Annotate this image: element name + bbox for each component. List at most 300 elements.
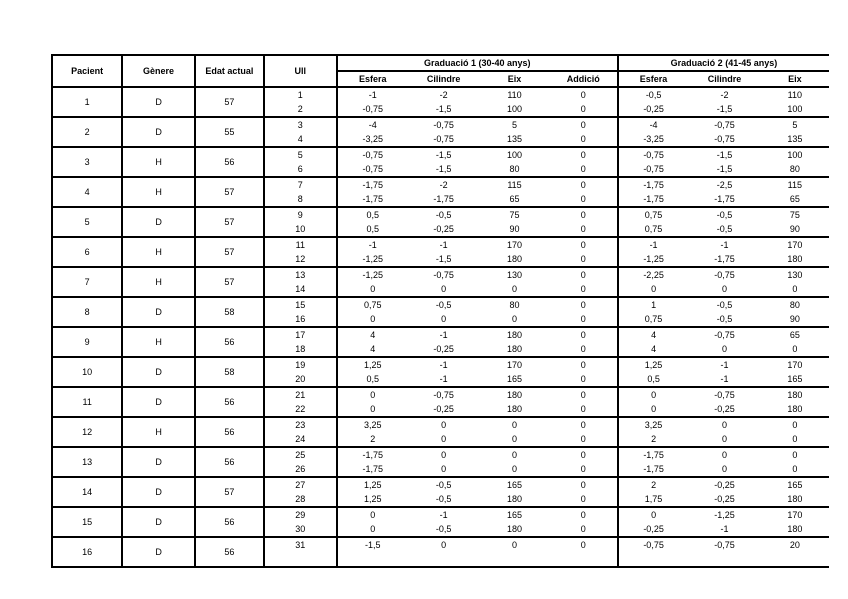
cell-genere: H [122,267,194,297]
table-viewport [51,54,848,557]
table-row [52,237,829,252]
cell-ull: 24 [264,432,336,447]
cell-g2-esfera: -0,75 [618,162,688,177]
cell-g2-eix: 130 [787,269,803,280]
cell-ull: 1 [264,87,336,102]
cell-ull: 3 [264,117,336,132]
cell-ull: 25 [264,447,336,462]
cell-g2-cilindre: -0,5 [716,299,733,310]
cell-g1-eix: 180 [479,492,549,507]
cell-g1-esfera: 2 [337,432,408,447]
cell-g2-esfera: 0,75 [618,312,688,327]
cell-g1-esfera: -1,5 [337,537,408,552]
cell-g2-esfera: -1 [618,237,688,252]
subheader-g2-eix: Eix [761,71,829,87]
cell-ull: 6 [264,162,336,177]
cell-g1-cilindre: -1,5 [435,149,452,160]
cell-pacient: 15 [52,507,122,537]
subheader-g1-eix: Eix [479,71,549,87]
cell-g1-esfera: 0 [337,282,408,297]
cell-g2-cilindre: -0,25 [714,479,735,490]
cell-g1-cilindre: -1,5 [408,162,479,177]
cell-g2-cilindre: -1,75 [688,252,760,267]
cell-pacient: 3 [52,147,122,177]
cell-ull: 4 [264,132,336,147]
cell-g1-addicio: 0 [580,479,586,490]
cell-g1-eix: 180 [479,342,549,357]
cell-ull: 14 [264,282,336,297]
table-row [52,267,829,282]
cell-g1-cilindre: 0 [408,432,479,447]
cell-g2-cilindre: -0,5 [688,312,760,327]
cell-g2-eix: 180 [761,402,829,417]
cell-g2-esfera: -0,5 [618,87,688,102]
table-row [52,477,829,492]
cell-g1-addicio: 0 [550,342,618,357]
cell-g1-addicio: 0 [550,192,618,207]
cell-g1-eix: 90 [479,222,549,237]
cell-g1-eix: 110 [507,89,522,100]
cell-ull: 17 [264,327,336,342]
cell-pacient: 4 [52,177,122,207]
cell-pacient: 11 [52,387,122,417]
cell-g2-eix: 180 [761,522,829,537]
cell-g1-esfera: -1,25 [337,252,408,267]
cell-g1-cilindre: -1 [439,509,448,520]
cell-g2-eix: 0 [792,449,798,460]
cell-g1-addicio: 0 [580,299,586,310]
cell-ull: 10 [264,222,336,237]
cell-g1-cilindre: -1 [408,372,479,387]
table-row [52,507,829,522]
cell-g1-esfera: -1,75 [337,192,408,207]
cell-g2-cilindre: 0 [688,342,760,357]
cell-g1-eix: 180 [507,389,523,400]
cell-g2-cilindre: -1,25 [714,509,735,520]
table-row [52,387,829,402]
cell-g2-eix: 135 [761,132,829,147]
cell-g2-cilindre: -1,5 [688,162,760,177]
cell-g1-eix: 180 [479,252,549,267]
cell-ull: 28 [264,492,336,507]
cell-g1-cilindre: -1 [439,239,448,250]
cell-g2-eix: 100 [787,149,803,160]
cell-g1-addicio: 0 [580,539,586,550]
header-group-1: Graduació 1 (30-40 anys) [337,55,618,71]
cell-g2-esfera: -0,75 [618,537,688,552]
table-header [52,55,829,87]
cell-g2-esfera: 0 [618,387,688,402]
cell-g1-cilindre: -0,5 [408,522,479,537]
cell-g1-cilindre: -1,75 [408,192,479,207]
cell-g1-esfera: 0,5 [337,207,408,222]
header-edat: Edat actual [195,55,264,87]
subheader-g1-esfera: Esfera [337,71,408,87]
cell-g2-esfera: -1,75 [618,177,688,192]
cell-genere: H [122,417,194,447]
cell-genere: D [122,537,194,567]
cell-g1-eix: 0 [479,462,549,477]
cell-g1-esfera: 0 [337,312,408,327]
subheader-g1-cilindre: Cilindre [408,71,479,87]
cell-g2-esfera: -0,75 [618,147,688,162]
cell-g1-eix: 165 [507,509,523,520]
table-row [52,147,829,162]
cell-edat: 57 [195,207,264,237]
cell-g2-eix: 65 [789,329,800,340]
cell-g2-cilindre: 0 [688,282,760,297]
cell-g1-addicio: 0 [580,149,586,160]
cell-g2-eix: 20 [789,539,800,550]
cell-g1-addicio: 0 [580,449,586,460]
cell-g1-cilindre: 0 [408,282,479,297]
cell-g2-cilindre: -0,25 [688,492,760,507]
cell-g2-esfera: 1,75 [618,492,688,507]
cell-pacient: 14 [52,477,122,507]
cell-g2-eix: 80 [761,162,829,177]
cell-g2-cilindre: -0,5 [688,222,760,237]
cell-g1-cilindre: -1,5 [408,252,479,267]
cell-genere: D [122,357,194,387]
cell-g1-cilindre: -0,25 [408,342,479,357]
cell-g2-eix: 65 [761,192,829,207]
cell-g2-cilindre: -0,75 [714,329,735,340]
cell-g2-esfera: 0 [618,282,688,297]
cell-g1-eix: 180 [507,329,523,340]
cell-ull [264,552,336,567]
cell-g1-addicio: 0 [550,222,618,237]
cell-g1-esfera: 1,25 [337,477,408,492]
header-genere: Gènere [122,55,194,87]
cell-g2-eix: 180 [761,252,829,267]
cell-g1-eix: 165 [479,372,549,387]
subheader-g1-addicio: Addició [550,71,618,87]
cell-g2-esfera: -1,75 [618,462,688,477]
cell-g1-eix [479,552,549,567]
cell-g2-cilindre: -0,75 [714,269,735,280]
cell-g1-eix: 80 [509,299,520,310]
cell-g1-eix: 0 [512,539,518,550]
cell-g2-eix: 180 [761,492,829,507]
cell-g2-eix: 80 [789,299,800,310]
cell-g1-cilindre: -0,75 [408,132,479,147]
cell-g1-addicio: 0 [550,492,618,507]
cell-g1-eix: 75 [509,209,520,220]
cell-edat: 57 [195,477,264,507]
cell-g1-addicio: 0 [550,102,618,117]
cell-genere: D [122,297,194,327]
cell-g1-addicio: 0 [550,402,618,417]
cell-g1-eix: 0 [479,432,549,447]
cell-g1-cilindre: 0 [408,462,479,477]
cell-g1-addicio: 0 [580,179,586,190]
cell-g2-cilindre: -1,5 [688,102,760,117]
cell-g2-cilindre: -0,75 [714,119,735,130]
cell-g1-cilindre: -1,5 [408,102,479,117]
cell-g2-eix: 0 [761,282,829,297]
cell-edat: 56 [195,507,264,537]
cell-g1-esfera [337,552,408,567]
cell-ull: 9 [264,207,336,222]
cell-g2-eix: 165 [787,479,803,490]
cell-g1-addicio: 0 [580,269,586,280]
cell-g2-eix: 75 [789,209,800,220]
cell-g2-esfera: 1,25 [618,357,688,372]
cell-g1-cilindre: -0,5 [435,479,452,490]
cell-genere: H [122,327,194,357]
cell-g2-cilindre: 0 [688,462,760,477]
cell-g1-eix: 135 [479,132,549,147]
cell-g1-cilindre: -0,5 [435,299,452,310]
cell-g1-addicio [550,552,618,567]
cell-g2-cilindre: -1,75 [688,192,760,207]
cell-g2-cilindre: 0 [721,449,727,460]
cell-edat: 58 [195,297,264,327]
cell-g2-esfera: -1,25 [618,252,688,267]
cell-g1-esfera: 1,25 [337,357,408,372]
cell-ull: 8 [264,192,336,207]
cell-g1-eix: 0 [512,449,518,460]
cell-g1-esfera: -1,25 [337,267,408,282]
cell-g1-esfera: 0 [337,522,408,537]
subheader-g2-cilindre: Cilindre [688,71,760,87]
cell-pacient: 2 [52,117,122,147]
cell-genere: H [122,147,194,177]
cell-g1-addicio: 0 [550,282,618,297]
cell-ull: 22 [264,402,336,417]
cell-ull: 30 [264,522,336,537]
cell-g2-esfera: -0,25 [618,102,688,117]
table-row [52,117,829,132]
table-row [52,447,829,462]
cell-genere: D [122,447,194,477]
cell-g2-esfera: 0,75 [618,207,688,222]
cell-g1-eix: 100 [479,102,549,117]
cell-g2-cilindre: -1 [688,372,760,387]
cell-edat: 56 [195,417,264,447]
table-row [52,177,829,192]
cell-g1-addicio: 0 [580,209,586,220]
cell-genere: D [122,477,194,507]
cell-edat: 57 [195,87,264,117]
cell-g1-cilindre: 0 [441,419,447,430]
cell-g1-cilindre: -2 [439,89,448,100]
cell-g1-eix: 0 [479,312,549,327]
header-pacient: Pacient [52,55,122,87]
cell-g1-eix: 115 [507,179,522,190]
cell-g2-cilindre: -2 [720,89,729,100]
cell-g1-esfera: -1 [337,237,408,252]
cell-g1-esfera: 0,5 [337,372,408,387]
cell-g1-addicio: 0 [550,252,618,267]
cell-edat: 57 [195,267,264,297]
cell-g2-eix: 170 [787,509,803,520]
cell-ull: 26 [264,462,336,477]
cell-ull: 19 [264,357,336,372]
cell-g1-eix: 130 [507,269,523,280]
cell-g1-cilindre: -1 [439,329,448,340]
cell-g1-eix: 165 [507,479,523,490]
cell-g2-cilindre: -1 [720,239,729,250]
cell-g2-eix: 0 [761,342,829,357]
cell-g2-cilindre: -2,5 [716,179,733,190]
cell-ull: 12 [264,252,336,267]
cell-g2-cilindre: 0 [688,432,760,447]
cell-edat: 56 [195,447,264,477]
cell-g1-esfera: -1,75 [337,462,408,477]
cell-g2-cilindre: -0,5 [716,209,733,220]
cell-g1-addicio: 0 [580,509,586,520]
cell-pacient: 5 [52,207,122,237]
cell-edat: 56 [195,327,264,357]
cell-g1-eix: 170 [507,359,523,370]
cell-g2-esfera: 3,25 [618,417,688,432]
cell-g2-esfera: 2 [618,477,688,492]
cell-g2-eix: 90 [761,312,829,327]
cell-g1-cilindre: -1 [439,359,448,370]
cell-g1-esfera: 0,75 [337,297,408,312]
cell-ull: 31 [264,537,336,552]
table-row [52,357,829,372]
cell-g2-eix: 110 [787,89,803,100]
cell-g1-addicio: 0 [550,162,618,177]
cell-g1-cilindre: -0,5 [408,492,479,507]
cell-g1-addicio: 0 [580,359,586,370]
cell-g1-addicio: 0 [580,389,586,400]
cell-g2-esfera: -0,25 [618,522,688,537]
cell-g1-esfera: -0,75 [337,102,408,117]
cell-g1-cilindre: 0 [441,449,447,460]
cell-g1-esfera: -4 [337,117,408,132]
cell-pacient: 13 [52,447,122,477]
refraction-table [51,54,829,568]
table-row [52,207,829,222]
cell-g1-cilindre: -0,75 [433,389,454,400]
cell-genere: H [122,237,194,267]
cell-g1-cilindre [408,552,479,567]
cell-g1-addicio: 0 [550,432,618,447]
cell-g2-eix: 5 [792,119,798,130]
cell-g2-eix: 90 [761,222,829,237]
cell-edat: 57 [195,177,264,207]
cell-g2-esfera: 0,5 [618,372,688,387]
cell-pacient: 8 [52,297,122,327]
cell-ull: 27 [264,477,336,492]
cell-g1-esfera: 1,25 [337,492,408,507]
cell-g1-esfera: -0,75 [337,162,408,177]
cell-g1-addicio: 0 [580,419,586,430]
cell-g2-esfera: -2,25 [618,267,688,282]
cell-ull: 20 [264,372,336,387]
cell-g2-cilindre: 0 [721,419,727,430]
cell-g1-eix: 100 [507,149,523,160]
cell-edat: 56 [195,147,264,177]
cell-ull: 29 [264,507,336,522]
cell-ull: 5 [264,147,336,162]
cell-g1-cilindre: -0,25 [408,222,479,237]
cell-g1-esfera: 4 [337,327,408,342]
cell-g2-cilindre [688,552,760,567]
cell-edat: 57 [195,237,264,267]
cell-ull: 11 [264,237,336,252]
cell-g2-cilindre: -0,75 [714,539,735,550]
cell-g1-cilindre: 0 [441,539,447,550]
cell-g2-cilindre: -1,5 [716,149,733,160]
cell-edat: 55 [195,117,264,147]
cell-g2-cilindre: -1 [688,522,760,537]
cell-edat: 56 [195,387,264,417]
table-row [52,537,829,552]
cell-g2-esfera: 4 [618,327,688,342]
cell-g2-esfera: -3,25 [618,132,688,147]
cell-pacient: 16 [52,537,122,567]
cell-g1-cilindre: 0 [408,312,479,327]
cell-g2-eix: 170 [787,239,803,250]
cell-g2-esfera: 0 [618,402,688,417]
cell-g2-eix: 0 [761,462,829,477]
cell-g2-eix: 0 [792,419,798,430]
cell-pacient: 7 [52,267,122,297]
cell-g1-addicio: 0 [580,119,586,130]
cell-ull: 18 [264,342,336,357]
cell-g1-eix: 5 [512,119,518,130]
cell-g2-esfera: 4 [618,342,688,357]
cell-ull: 21 [264,387,336,402]
cell-g1-addicio: 0 [550,522,618,537]
cell-g1-addicio: 0 [550,462,618,477]
cell-genere: D [122,117,194,147]
cell-g2-esfera: 1 [618,297,688,312]
cell-g2-esfera: 0 [618,507,688,522]
cell-edat: 56 [195,537,264,567]
cell-g2-eix [761,552,829,567]
cell-g1-esfera: 0 [337,507,408,522]
cell-g1-cilindre: -0,25 [408,402,479,417]
cell-g1-addicio: 0 [580,89,586,100]
cell-g1-esfera: 0 [337,402,408,417]
subheader-g2-esfera: Esfera [618,71,688,87]
table-row [52,297,829,312]
cell-g1-eix: 0 [512,419,518,430]
cell-g1-addicio: 0 [580,239,586,250]
cell-ull: 7 [264,177,336,192]
cell-pacient: 6 [52,237,122,267]
cell-g1-esfera: -3,25 [337,132,408,147]
cell-pacient: 9 [52,327,122,357]
cell-g2-esfera: -4 [618,117,688,132]
table-row [52,327,829,342]
cell-g1-addicio: 0 [550,132,618,147]
cell-g1-eix: 180 [479,522,549,537]
cell-g1-eix: 0 [479,282,549,297]
cell-g1-cilindre: -0,5 [435,209,452,220]
cell-g1-eix: 65 [479,192,549,207]
cell-g1-esfera: 0 [337,387,408,402]
cell-g1-esfera: -0,75 [337,147,408,162]
header-group-2: Graduació 2 (41-45 anys) [618,55,829,71]
cell-g1-addicio: 0 [550,312,618,327]
cell-genere: D [122,507,194,537]
cell-genere: H [122,177,194,207]
cell-ull: 13 [264,267,336,282]
cell-g1-addicio: 0 [580,329,586,340]
cell-pacient: 10 [52,357,122,387]
table-row [52,417,829,432]
cell-g2-cilindre: -0,25 [688,402,760,417]
cell-pacient: 12 [52,417,122,447]
cell-ull: 15 [264,297,336,312]
cell-g2-cilindre: -0,75 [688,132,760,147]
